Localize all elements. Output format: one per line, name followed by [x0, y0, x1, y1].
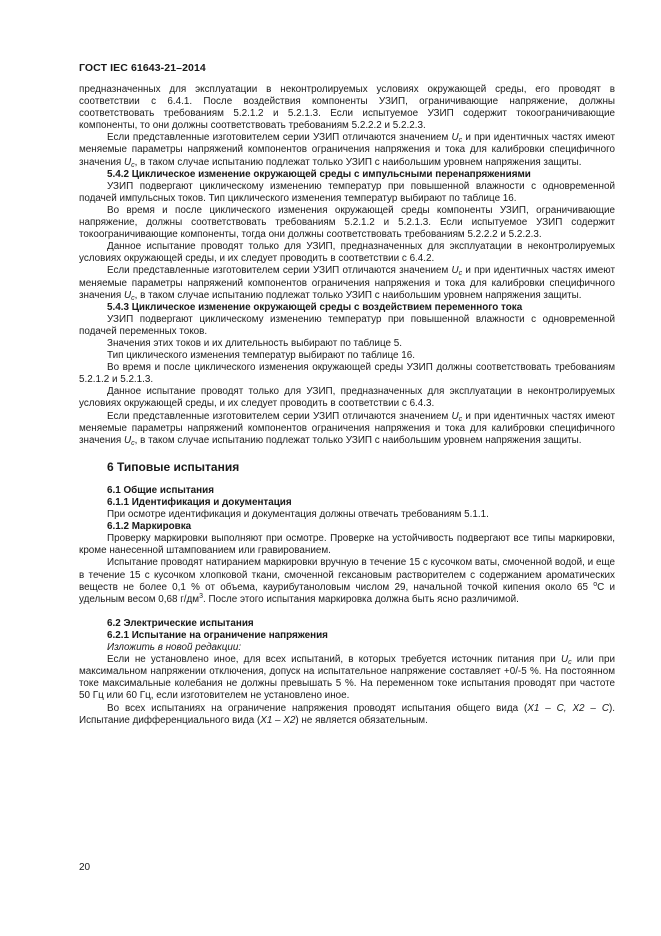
- section-heading-6-2-1: 6.2.1 Испытание на ограничение напряжения: [107, 629, 328, 641]
- section-heading-5-4-2: 5.4.2 Циклическое изменение окружающей среды с импульсными перенапряжениями: [107, 168, 531, 180]
- page-number: 20: [79, 862, 91, 873]
- paragraph: предназначенных для эксплуатации в неконтролируемых условиях окружающей среды, его проводят в соответствии с 6.4.1. После воздействия компоненты УЗИП, ограничивающие напряжение, должны соответствовать требованиям 5.2.1.2 и 5.2.1.3. Если испытуемое УЗИП содержит токоограничивающие компоненты, то они должны соответствовать требованиям 5.2.2.2 и 5.2.2.3.: [79, 84, 615, 132]
- section-heading-6-1-2: 6.1.2 Маркировка: [107, 521, 192, 533]
- paragraph: Во всех испытаниях на ограничение напряжения проводят испытания общего вида (X1 – C, X2 – C). Испытание дифференциального вида (X1 – X2) не является обязательным.: [79, 702, 615, 726]
- paragraph: Тип циклического изменения температур выбирают по таблице 16.: [107, 350, 415, 362]
- paragraph: Значения этих токов и их длительность выбирают по таблице 5.: [107, 337, 402, 349]
- paragraph: Во время и после циклического изменения окружающей среды УЗИП должны соответствовать требованиям 5.2.1.2 и 5.2.1.3.: [79, 362, 615, 386]
- paragraph: Если представленные изготовителем серии УЗИП отличаются значением $U_c$ и при идентичных частях имеют меняемые параметры напряжений компонентов ограничения напряжения и тока для калибровки специфичного значения $U_c$, в таком случае испытанию подлежат только УЗИП с наибольшим уровнем напряжения защиты.: [79, 410, 615, 447]
- paragraph: Испытание проводят натиранием маркировки вручную в течение 15 с кусочком ваты, смоченной водой, и еще в течение 15 с кусочком хлопковой ткани, смоченной гексановым растворителем с содержанием ароматических веществ не более 0,1 % от объема, каурибутаноловым числом 29, начальной точкой кипения около 65 $^о$С и удельным весом 0,68 $г/дм^3$. После этого испытания маркировка должна быть ясно различимой.: [79, 557, 615, 605]
- section-heading-5-4-3: 5.4.3 Циклическое изменение окружающей среды с воздействием переменного тока: [107, 301, 523, 313]
- uc-symbol: $U_c$: [123, 289, 135, 302]
- section-heading-6-1-1: 6.1.1 Идентификация и документация: [107, 497, 292, 508]
- paragraph: УЗИП подвергают циклическому изменению температур при повышенной влажности с одновременной подачей переменных токов.: [79, 313, 615, 337]
- document-header: ГОСТ IEC 61643-21–2014: [79, 62, 206, 74]
- paragraph: При осмотре идентификация и документация должны отвечать требованиям 5.1.1.: [107, 509, 489, 521]
- section-heading-6-2: 6.2 Электрические испытания: [107, 617, 254, 629]
- paragraph: Во время и после циклического изменения окружающей среды компоненты УЗИП, ограничивающие напряжение, должны соответствовать требованиям 5.2.1.2 и 5.2.1.3. Если испытуемое УЗИП содержит токоограничивающие компоненты, тогда они должны соответствовать требованиям 5.2.2.2 и 5.2.2.3.: [79, 204, 615, 241]
- paragraph: УЗИП подвергают циклическому изменению температур при повышенной влажности с одновременной подачей импульсных токов. Тип циклического изменения температур выбирают по таблице 16.: [79, 180, 615, 204]
- page-body: [79, 84, 615, 727]
- editorial-note: Изложить в новой редакции:: [107, 642, 242, 654]
- paragraph: Если не установлено иное, для всех испытаний, в которых требуется источник питания при $U_c$ или при максимальном напряжении отключения, допуск на испытательное напряжение составляет +0/-5 %. На постоянном токе максимальные колебания не должны превышать 5 %. На переменном токе испытания проводят при частоте 50 Гц или 60 Гц, если изготовителем не установлено иное.: [79, 654, 615, 702]
- uc-symbol: $U_c$: [123, 156, 135, 169]
- uc-symbol: $U_c$: [451, 410, 463, 423]
- paragraph: Данное испытание проводят только для УЗИП, предназначенных для эксплуатации в неконтролируемых условиях окружающей среды, и их следует проводить в соответствии с 6.4.2.: [79, 241, 615, 265]
- uc-symbol: $U_c$: [451, 265, 463, 278]
- paragraph: Проверку маркировки выполняют при осмотре. Проверке на устойчивость подвергают все типы маркировки, кроме нанесенной штампованием или гравированием.: [79, 533, 615, 557]
- uc-symbol: $U_c$: [123, 434, 135, 447]
- paragraph: Данное испытание проводят только для УЗИП, предназначенных для эксплуатации в неконтролируемых условиях окружающей среды, и их следует проводить в соответствии с 6.4.3.: [79, 386, 615, 410]
- section-heading-6: 6 Типовые испытания: [107, 459, 240, 474]
- paragraph: Если представленные изготовителем серии УЗИП отличаются значением $U_c$ и при идентичных частях имеют меняемые параметры напряжений компонентов ограничения напряжения и тока для калибровки специфичного значения $U_c$, в таком случае испытанию подлежат только УЗИП с наибольшим уровнем напряжения защиты.: [79, 265, 615, 302]
- uc-symbol: $U_c$: [560, 654, 572, 667]
- section-heading-6-1: 6.1 Общие испытания: [107, 484, 214, 496]
- uc-symbol: $U_c$: [451, 132, 463, 145]
- paragraph: Если представленные изготовителем серии УЗИП отличаются значением $U_c$ и при идентичных частях имеют меняемые параметры напряжений компонентов ограничения напряжения и тока для калибровки специфичного значения $U_c$, в таком случае испытанию подлежат только УЗИП с наибольшим уровнем напряжения защиты.: [79, 132, 615, 169]
